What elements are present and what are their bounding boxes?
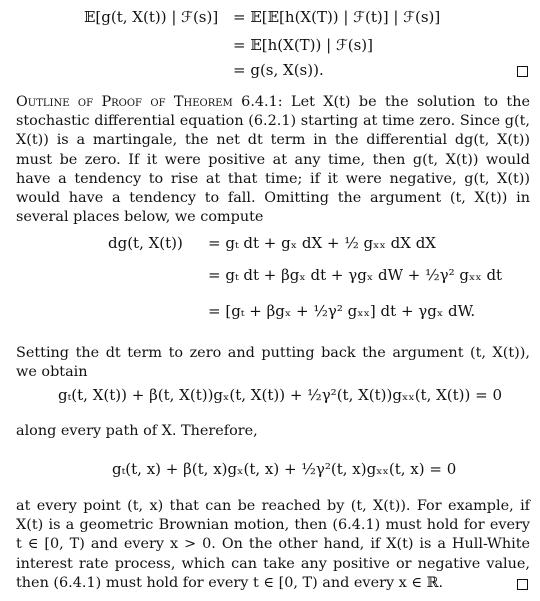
eq-along-path: gₜ(t, X(t)) + β(t, X(t))gₓ(t, X(t)) + ½γ²(t, X(t))gₓₓ(t, X(t)) = 0	[58, 386, 503, 404]
outline-body: Let X(t) be the solution to the stochastic differential equation (6.2.1) starting at time zero. Since g(t, X(t)) is a martingale, the net dt term in the differential dg(t, X(t)) must be zero. If it were positive at any time, then g(t, X(t)) would have a tendency to rise at that time; if it were negative, g(t, X(t)) would have a tendency to fall. Omitting the argument (t, X(t)) in several places below, we compute	[16, 94, 530, 226]
top-eq-line3: = g(s, X(s)).	[233, 61, 324, 79]
qed-box	[517, 66, 528, 77]
along-paragraph: along every path of X. Therefore,	[16, 423, 258, 439]
outline-paragraph	[16, 93, 530, 227]
top-eq-line1-rhs: = 𝔼[𝔼[h(X(T)) | ℱ(t)] | ℱ(s)]	[233, 8, 441, 26]
dg-line3: = [gₜ + βgₓ + ½γ² gₓₓ] dt + γgₓ dW.	[208, 302, 476, 320]
top-eq-line1-lhs: 𝔼[g(t, X(t)) | ℱ(s)]	[84, 8, 219, 26]
dg-line2: = gₜ dt + βgₓ dt + γgₓ dW + ½γ² gₓₓ dt	[208, 266, 503, 284]
dg-lhs: dg(t, X(t))	[108, 234, 183, 252]
final-paragraph: at every point (t, x) that can be reached by (t, X(t)). For example, if X(t) is a geometric Brownian motion, then (6.4.1) must hold for every t ∈ [0, T) and every x > 0. On the other hand, if X(t) is a Hull-White interest rate process, which can take any positive or negative value, then (6.4.1) must hold for every t ∈ [0, T) and every x ∈ ℝ.	[16, 498, 530, 591]
setting-paragraph: Setting the dt term to zero and putting back the argument (t, X(t)), we obtain	[16, 345, 530, 381]
outline-heading: Outline of Proof of Theorem 6.4.1:	[16, 94, 283, 110]
qed-box-end	[517, 579, 528, 590]
top-eq-line2: = 𝔼[h(X(T)) | ℱ(s)]	[233, 36, 374, 54]
eq-at-point: gₜ(t, x) + β(t, x)gₓ(t, x) + ½γ²(t, x)gₓₓ(t, x) = 0	[112, 460, 457, 478]
dg-line1: = gₜ dt + gₓ dX + ½ gₓₓ dX dX	[208, 234, 436, 252]
